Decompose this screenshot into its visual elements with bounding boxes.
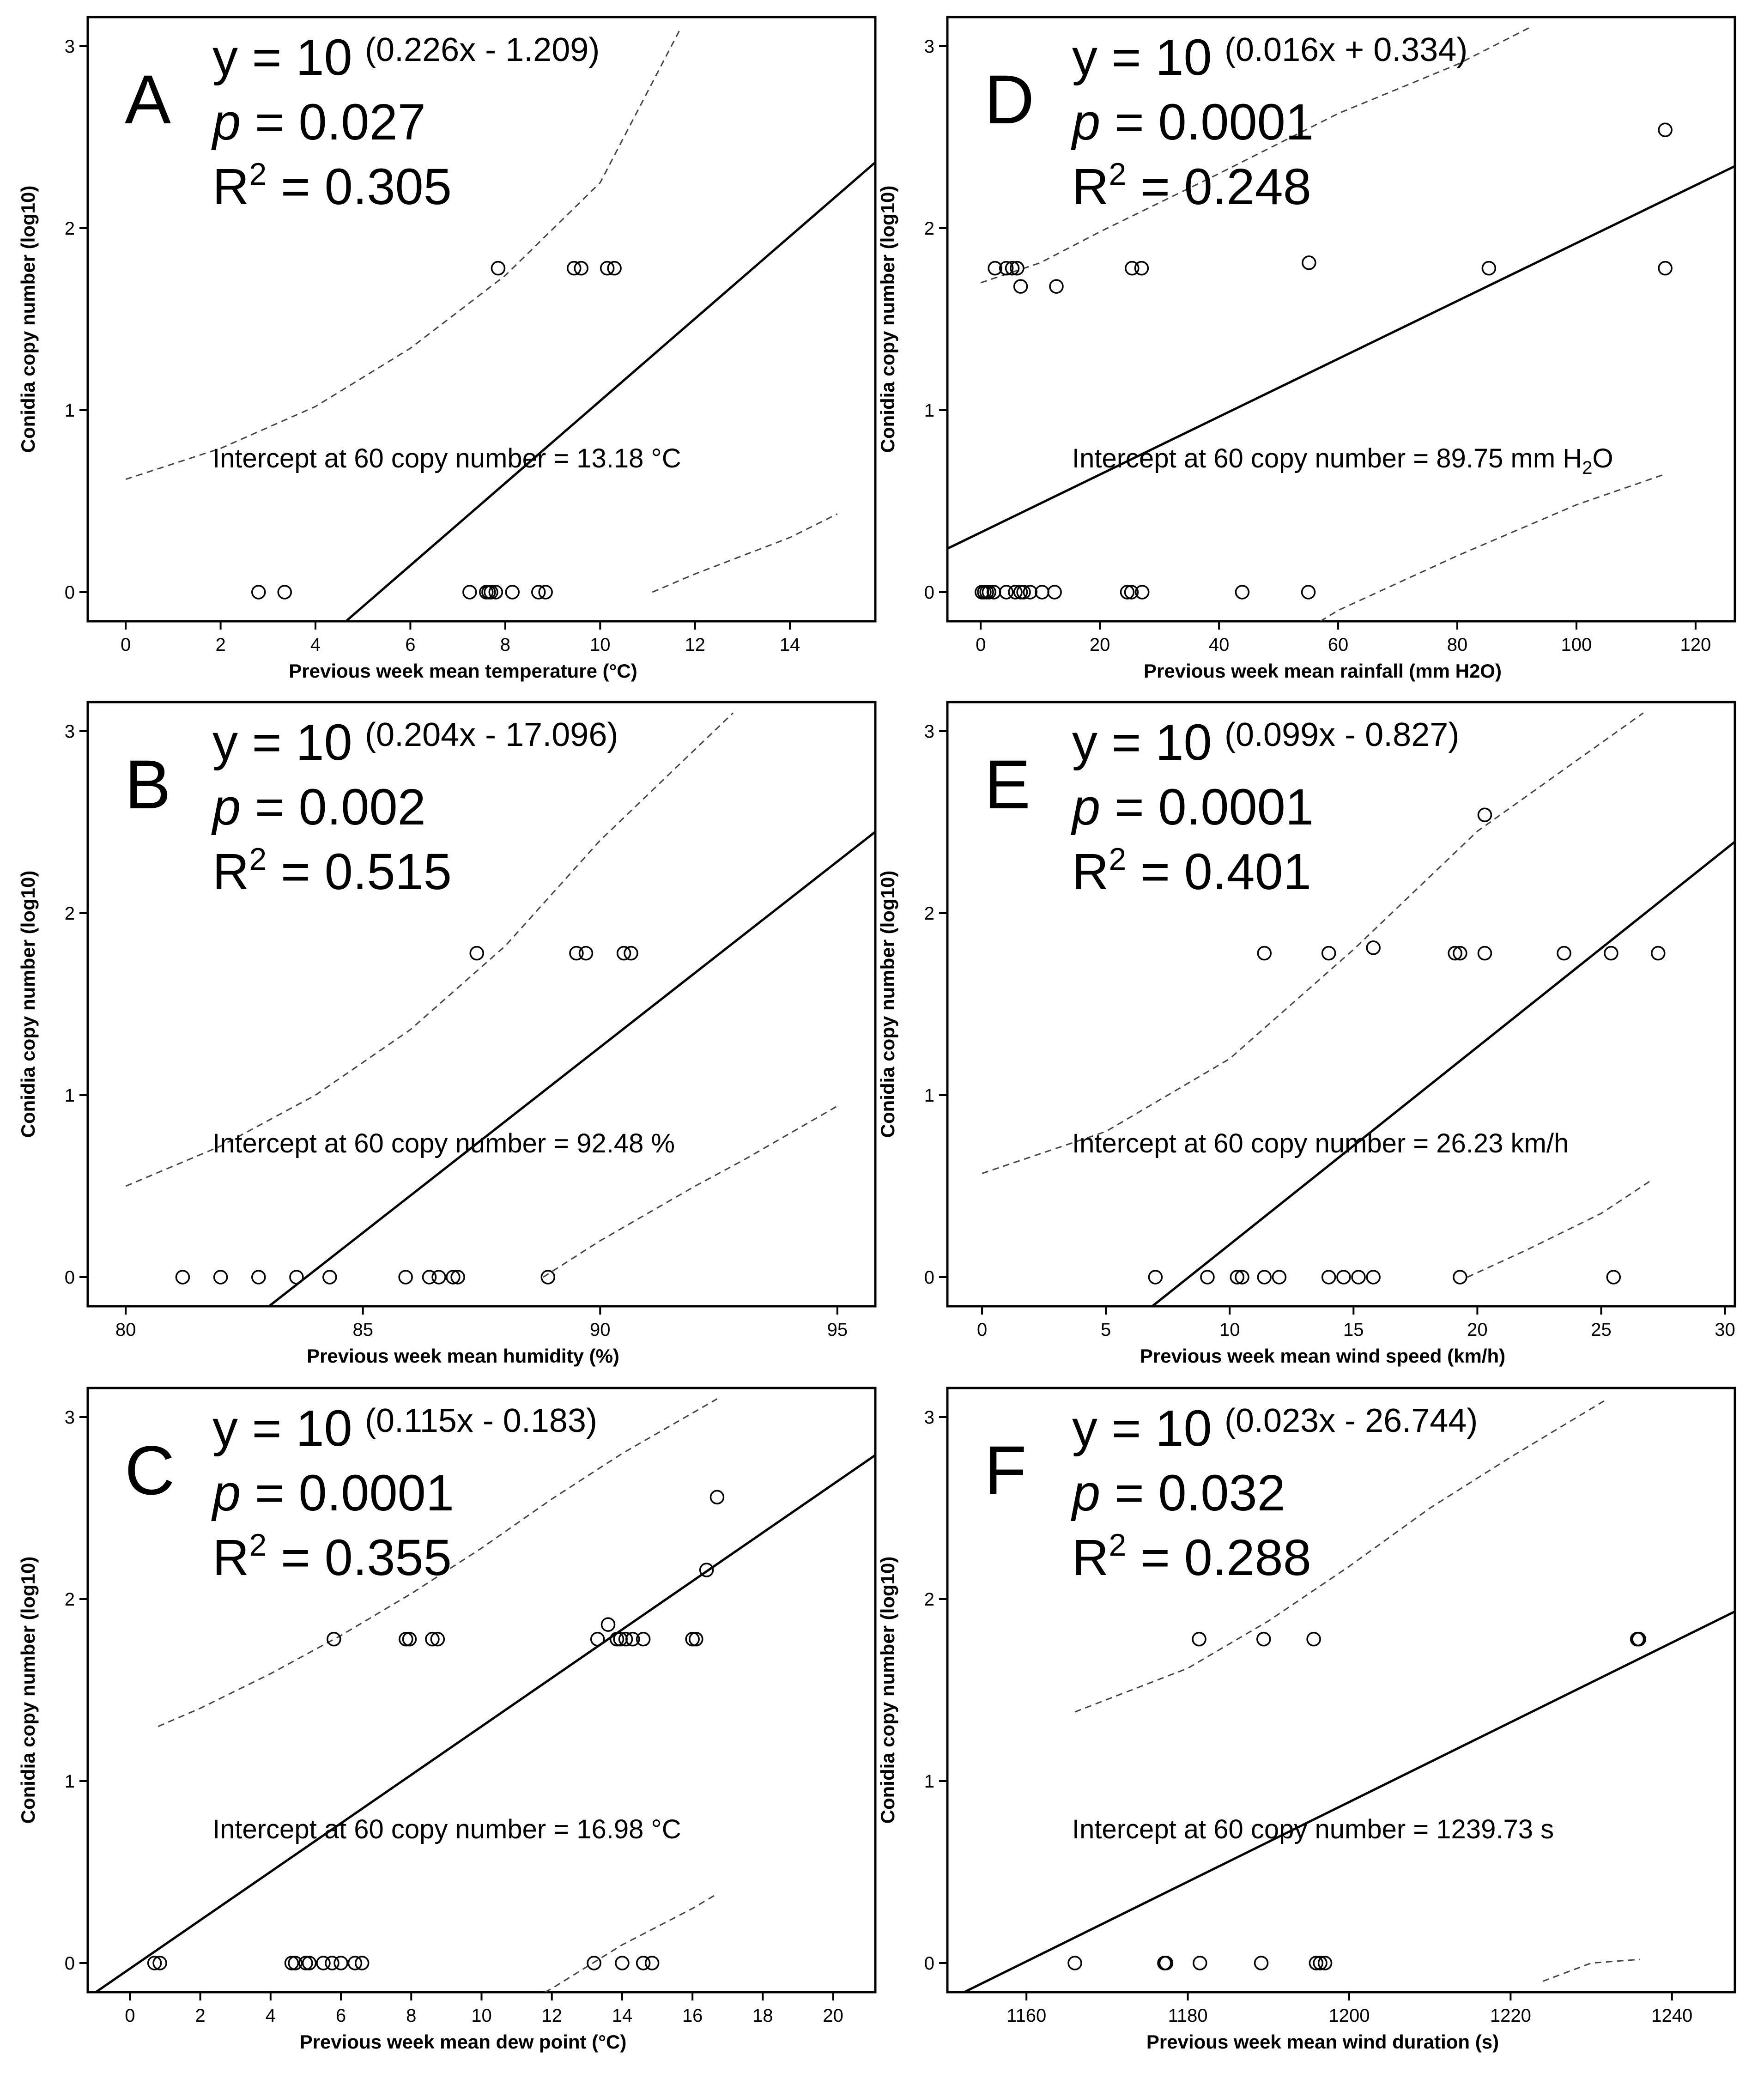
x-tick-label: 6 (405, 635, 416, 655)
x-tick-label: 30 (1715, 1320, 1735, 1340)
intercept-annotation (1072, 443, 1613, 478)
panel-letter: D (984, 61, 1035, 138)
x-tick-label: 12 (541, 2006, 562, 2026)
r-squared-text (1072, 157, 1311, 215)
x-tick-label: 8 (406, 2006, 417, 2026)
intercept-text: Intercept at 60 copy number = 26.23 km/h (1072, 1128, 1569, 1158)
x-tick-label: 1220 (1490, 2006, 1531, 2026)
equation-exponent: (0.115x - 0.183) (365, 1402, 597, 1439)
r-squared-superscript: 2 (1109, 1527, 1127, 1563)
intercept-annotation (212, 1814, 681, 1844)
p-value-text (211, 94, 426, 151)
intercept-text: Intercept at 60 copy number = 16.98 °C (212, 1814, 681, 1844)
equation-exponent: (0.099x - 0.827) (1224, 716, 1460, 753)
p-symbol: p (212, 94, 241, 151)
y-tick-label: 2 (924, 903, 934, 924)
y-tick-label: 3 (924, 1407, 934, 1428)
x-tick-label: 6 (335, 2006, 346, 2026)
intercept-annotation (212, 443, 681, 473)
x-tick-label: 2 (215, 635, 226, 655)
p-symbol: p (1072, 94, 1101, 151)
x-tick-label: 0 (976, 1320, 988, 1340)
equation-exponent: (0.226x - 1.209) (365, 31, 600, 68)
y-tick-label: 3 (64, 721, 75, 742)
p-symbol: p (212, 779, 241, 836)
x-tick-label: 0 (121, 635, 131, 655)
p-value-text (211, 1465, 454, 1521)
r-squared-text (1072, 842, 1311, 900)
p-value: = 0.032 (1100, 1465, 1285, 1521)
y-tick-label: 1 (64, 1771, 75, 1792)
intercept-text: Intercept at 60 copy number = 13.18 °C (212, 443, 681, 473)
y-tick-label: 0 (924, 1953, 934, 1974)
x-tick-label: 95 (827, 1320, 848, 1340)
x-tick-label: 0 (976, 635, 986, 655)
intercept-annotation (1072, 1128, 1569, 1158)
y-tick-label: 1 (924, 1771, 934, 1792)
x-tick-label: 12 (685, 635, 705, 655)
x-tick-label: 100 (1561, 635, 1592, 655)
x-axis-title: Previous week mean wind duration (s) (1146, 2031, 1499, 2053)
r-symbol: R (1072, 1529, 1109, 1586)
y-tick-label: 3 (64, 1407, 75, 1428)
x-tick-label: 10 (1219, 1320, 1240, 1340)
x-tick-label: 90 (590, 1320, 611, 1340)
equation-text: y = 10 (212, 714, 352, 771)
y-tick-label: 2 (64, 218, 75, 239)
x-tick-label: 60 (1328, 635, 1349, 655)
r-squared-text (1072, 1527, 1311, 1586)
x-tick-label: 20 (1467, 1320, 1488, 1340)
x-tick-label: 80 (115, 1320, 136, 1340)
x-tick-label: 14 (612, 2006, 633, 2026)
y-tick-label: 2 (924, 218, 934, 239)
equation-text: y = 10 (1072, 714, 1212, 771)
intercept-text: Intercept at 60 copy number = 92.48 % (212, 1128, 675, 1158)
y-tick-label: 0 (64, 582, 75, 603)
x-tick-label: 10 (471, 2006, 492, 2026)
p-symbol: p (212, 1465, 241, 1521)
r-symbol: R (1072, 158, 1109, 215)
y-tick-label: 1 (924, 400, 934, 421)
y-tick-label: 2 (64, 1589, 75, 1610)
x-tick-label: 1160 (1006, 2006, 1047, 2026)
p-value: = 0.0001 (241, 1465, 454, 1521)
r-squared-value: = 0.355 (267, 1529, 452, 1586)
x-tick-label: 15 (1343, 1320, 1364, 1340)
x-tick-label: 120 (1680, 635, 1711, 655)
intercept-annotation (212, 1128, 675, 1158)
r-squared-value: = 0.248 (1126, 158, 1311, 215)
r-squared-text (212, 842, 452, 900)
equation-text: y = 10 (1072, 1400, 1212, 1457)
r-squared-superscript: 2 (249, 157, 267, 192)
r-squared-superscript: 2 (249, 1527, 267, 1563)
y-axis-title: Conidia copy number (log10) (877, 870, 898, 1138)
y-tick-label: 3 (924, 36, 934, 57)
intercept-text: Intercept at 60 copy number = 89.75 mm H (1072, 443, 1582, 473)
x-tick-label: 4 (265, 2006, 276, 2026)
r-symbol: R (212, 843, 249, 900)
p-value: = 0.002 (241, 779, 426, 836)
y-tick-label: 1 (64, 1085, 75, 1106)
r-symbol: R (212, 158, 249, 215)
y-axis-title: Conidia copy number (log10) (17, 870, 39, 1138)
r-squared-value: = 0.515 (267, 843, 452, 900)
y-tick-label: 0 (64, 1267, 75, 1288)
r-squared-text (212, 1527, 452, 1586)
r-squared-value: = 0.288 (1126, 1529, 1311, 1586)
x-tick-label: 25 (1591, 1320, 1612, 1340)
x-axis-title: Previous week mean temperature (°C) (289, 660, 637, 682)
y-tick-label: 0 (924, 1267, 934, 1288)
x-tick-label: 4 (310, 635, 321, 655)
x-tick-label: 8 (500, 635, 510, 655)
p-value-text (1071, 779, 1314, 836)
y-tick-label: 1 (64, 400, 75, 421)
p-value-text (211, 779, 426, 836)
intercept-text: Intercept at 60 copy number = 1239.73 s (1072, 1814, 1554, 1844)
p-value: = 0.0001 (1100, 94, 1314, 151)
x-axis-title: Previous week mean wind speed (km/h) (1140, 1345, 1506, 1367)
equation-exponent: (0.023x - 26.744) (1224, 1402, 1478, 1439)
panel-letter: F (984, 1431, 1027, 1509)
p-value-text (1071, 94, 1314, 151)
x-tick-label: 2 (195, 2006, 206, 2026)
y-axis-title: Conidia copy number (log10) (17, 1556, 39, 1824)
x-tick-label: 20 (823, 2006, 843, 2026)
y-tick-label: 3 (64, 36, 75, 57)
intercept-tail: O (1592, 443, 1613, 473)
y-axis-title: Conidia copy number (log10) (17, 185, 39, 453)
x-tick-label: 20 (1089, 635, 1110, 655)
p-symbol: p (1072, 779, 1101, 836)
p-value: = 0.027 (241, 94, 426, 151)
panel-letter: B (125, 746, 171, 823)
r-symbol: R (1072, 843, 1109, 900)
panel-letter: A (125, 61, 171, 138)
x-axis-title: Previous week mean dew point (°C) (299, 2031, 627, 2053)
intercept-annotation (1072, 1814, 1554, 1844)
r-squared-text (212, 157, 452, 215)
p-value: = 0.0001 (1100, 779, 1314, 836)
x-tick-label: 16 (682, 2006, 703, 2026)
x-axis-title: Previous week mean rainfall (mm H2O) (1144, 660, 1502, 682)
p-value-text (1071, 1465, 1285, 1521)
y-tick-label: 2 (64, 903, 75, 924)
x-tick-label: 1200 (1328, 2006, 1370, 2026)
r-squared-value: = 0.401 (1126, 843, 1311, 900)
y-axis-title: Conidia copy number (log10) (877, 1556, 898, 1824)
panel-letter: C (125, 1431, 175, 1509)
intercept-subscript: 2 (1582, 458, 1593, 478)
equation-exponent: (0.204x - 17.096) (365, 716, 618, 753)
equation-text: y = 10 (1072, 29, 1212, 86)
y-axis-title: Conidia copy number (log10) (877, 185, 898, 453)
p-symbol: p (1072, 1465, 1101, 1521)
panel-letter: E (984, 746, 1031, 823)
equation-text: y = 10 (212, 29, 352, 86)
x-tick-label: 14 (779, 635, 800, 655)
equation-text: y = 10 (212, 1400, 352, 1457)
r-squared-value: = 0.305 (267, 158, 452, 215)
y-tick-label: 0 (64, 1953, 75, 1974)
x-axis-title: Previous week mean humidity (%) (307, 1345, 619, 1367)
x-tick-label: 1240 (1651, 2006, 1693, 2026)
x-tick-label: 85 (352, 1320, 373, 1340)
r-squared-superscript: 2 (1109, 157, 1127, 192)
equation-exponent: (0.016x + 0.334) (1224, 31, 1468, 68)
x-tick-label: 40 (1208, 635, 1230, 655)
r-squared-superscript: 2 (1109, 842, 1127, 877)
x-tick-label: 10 (590, 635, 611, 655)
y-tick-label: 0 (924, 582, 934, 603)
r-squared-superscript: 2 (249, 842, 267, 877)
x-tick-label: 1180 (1168, 2006, 1208, 2026)
y-tick-label: 3 (924, 721, 934, 742)
x-tick-label: 0 (125, 2006, 135, 2026)
y-tick-label: 2 (924, 1589, 934, 1610)
x-tick-label: 18 (752, 2006, 773, 2026)
x-tick-label: 80 (1447, 635, 1468, 655)
x-tick-label: 5 (1101, 1320, 1111, 1340)
y-tick-label: 1 (924, 1085, 934, 1106)
r-symbol: R (212, 1529, 249, 1586)
